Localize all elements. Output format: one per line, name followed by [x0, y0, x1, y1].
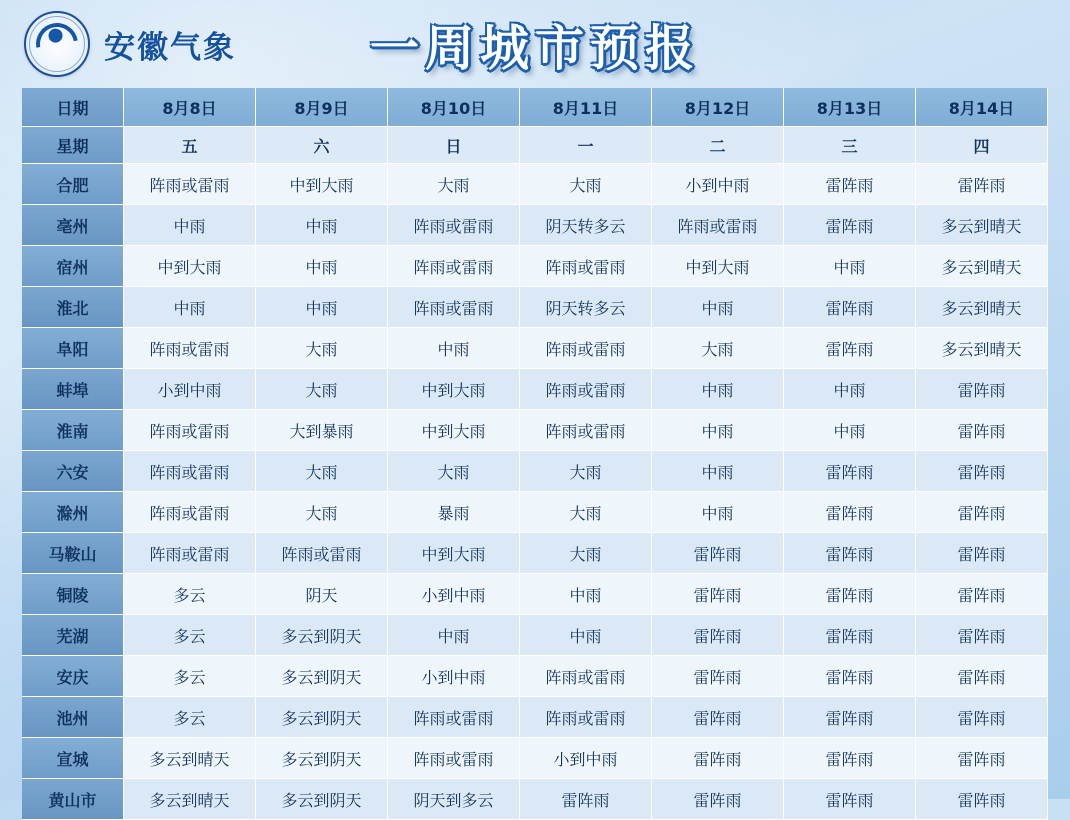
column-header-day-3: 8月10日 [388, 88, 520, 127]
weekday-2: 六 [256, 127, 388, 164]
weekday-6: 三 [784, 127, 916, 164]
forecast-cell: 多云到阴天 [256, 779, 388, 820]
weekday-7: 四 [916, 127, 1048, 164]
forecast-cell: 大雨 [520, 164, 652, 205]
city-name: 铜陵 [22, 574, 124, 615]
forecast-cell: 雷阵雨 [916, 656, 1048, 697]
forecast-cell: 雷阵雨 [784, 492, 916, 533]
forecast-cell: 中到大雨 [124, 246, 256, 287]
table-row [22, 533, 1048, 574]
city-name: 滁州 [22, 492, 124, 533]
forecast-table-wrap [0, 88, 1070, 820]
forecast-cell: 雷阵雨 [652, 738, 784, 779]
city-name: 阜阳 [22, 328, 124, 369]
forecast-cell: 中雨 [124, 287, 256, 328]
forecast-cell: 阵雨或雷雨 [520, 369, 652, 410]
table-row [22, 205, 1048, 246]
table-row [22, 574, 1048, 615]
forecast-cell: 大雨 [256, 492, 388, 533]
table-header-dates [22, 88, 1048, 127]
table-row [22, 615, 1048, 656]
column-header-day-7: 8月14日 [916, 88, 1048, 127]
forecast-cell: 雷阵雨 [916, 574, 1048, 615]
table-row [22, 328, 1048, 369]
forecast-cell: 大雨 [388, 451, 520, 492]
forecast-cell: 中雨 [652, 369, 784, 410]
column-header-day-2: 8月9日 [256, 88, 388, 127]
forecast-table [22, 88, 1048, 820]
forecast-cell: 多云到晴天 [916, 287, 1048, 328]
table-row [22, 287, 1048, 328]
forecast-cell: 雷阵雨 [916, 738, 1048, 779]
forecast-cell: 中雨 [652, 287, 784, 328]
forecast-cell: 大雨 [256, 451, 388, 492]
forecast-cell: 雷阵雨 [916, 410, 1048, 451]
forecast-cell: 阵雨或雷雨 [388, 738, 520, 779]
forecast-cell: 阵雨或雷雨 [388, 246, 520, 287]
forecast-cell: 阵雨或雷雨 [124, 451, 256, 492]
forecast-cell: 雷阵雨 [784, 738, 916, 779]
forecast-cell: 阴天到多云 [388, 779, 520, 820]
forecast-cell: 中雨 [784, 410, 916, 451]
forecast-cell: 多云到晴天 [916, 246, 1048, 287]
city-name: 宿州 [22, 246, 124, 287]
forecast-cell: 大雨 [520, 533, 652, 574]
table-row [22, 451, 1048, 492]
forecast-cell: 中雨 [388, 328, 520, 369]
forecast-cell: 中雨 [652, 451, 784, 492]
city-name: 六安 [22, 451, 124, 492]
forecast-cell: 雷阵雨 [652, 697, 784, 738]
table-row [22, 738, 1048, 779]
forecast-cell: 雷阵雨 [784, 287, 916, 328]
weekday-4: 一 [520, 127, 652, 164]
forecast-cell: 中雨 [652, 410, 784, 451]
table-row [22, 164, 1048, 205]
forecast-cell: 大雨 [520, 451, 652, 492]
city-name: 宣城 [22, 738, 124, 779]
forecast-cell: 多云到阴天 [256, 656, 388, 697]
forecast-cell: 中雨 [124, 205, 256, 246]
forecast-cell: 雷阵雨 [916, 779, 1048, 820]
forecast-cell: 小到中雨 [388, 656, 520, 697]
city-name: 蚌埠 [22, 369, 124, 410]
forecast-cell: 阴天转多云 [520, 287, 652, 328]
page-title: 一周城市预报 [369, 19, 700, 77]
forecast-cell: 中雨 [256, 287, 388, 328]
forecast-cell: 中到大雨 [388, 410, 520, 451]
forecast-cell: 阴天 [256, 574, 388, 615]
forecast-cell: 中雨 [256, 246, 388, 287]
table-row [22, 697, 1048, 738]
forecast-cell: 中雨 [784, 246, 916, 287]
forecast-cell: 雷阵雨 [784, 164, 916, 205]
anhui-meteorological-logo-icon [24, 11, 90, 77]
forecast-cell: 阵雨或雷雨 [124, 164, 256, 205]
forecast-cell: 雷阵雨 [652, 656, 784, 697]
page-header [0, 0, 1070, 88]
table-header-weekdays [22, 127, 1048, 164]
forecast-cell: 多云到晴天 [124, 779, 256, 820]
forecast-cell: 雷阵雨 [916, 451, 1048, 492]
forecast-cell: 雷阵雨 [784, 697, 916, 738]
forecast-cell: 雷阵雨 [784, 451, 916, 492]
forecast-cell: 雷阵雨 [784, 205, 916, 246]
forecast-cell: 多云到晴天 [916, 328, 1048, 369]
forecast-cell: 多云到阴天 [256, 697, 388, 738]
forecast-cell: 雷阵雨 [784, 656, 916, 697]
forecast-cell: 雷阵雨 [916, 697, 1048, 738]
forecast-cell: 中雨 [652, 492, 784, 533]
city-name: 淮南 [22, 410, 124, 451]
forecast-cell: 阵雨或雷雨 [520, 328, 652, 369]
forecast-cell: 中到大雨 [652, 246, 784, 287]
column-header-day-1: 8月8日 [124, 88, 256, 127]
city-name: 黄山市 [22, 779, 124, 820]
city-name: 马鞍山 [22, 533, 124, 574]
city-name: 安庆 [22, 656, 124, 697]
forecast-cell: 阵雨或雷雨 [124, 328, 256, 369]
forecast-cell: 中到大雨 [388, 369, 520, 410]
forecast-cell: 阵雨或雷雨 [388, 697, 520, 738]
forecast-cell: 大雨 [256, 369, 388, 410]
forecast-cell: 阵雨或雷雨 [652, 205, 784, 246]
table-row [22, 369, 1048, 410]
city-name: 亳州 [22, 205, 124, 246]
forecast-cell: 雷阵雨 [916, 533, 1048, 574]
forecast-cell: 雷阵雨 [652, 779, 784, 820]
forecast-cell: 小到中雨 [388, 574, 520, 615]
forecast-cell: 中雨 [784, 369, 916, 410]
weekday-1: 五 [124, 127, 256, 164]
column-header-day-5: 8月12日 [652, 88, 784, 127]
column-header-date: 日期 [22, 88, 124, 127]
forecast-cell: 阵雨或雷雨 [520, 410, 652, 451]
city-name: 合肥 [22, 164, 124, 205]
forecast-cell: 大雨 [388, 164, 520, 205]
column-header-day-6: 8月13日 [784, 88, 916, 127]
row-header-weekday: 星期 [22, 127, 124, 164]
forecast-cell: 多云到阴天 [256, 738, 388, 779]
forecast-cell: 雷阵雨 [652, 615, 784, 656]
forecast-cell: 雷阵雨 [916, 369, 1048, 410]
forecast-cell: 雷阵雨 [520, 779, 652, 820]
forecast-cell: 雷阵雨 [784, 328, 916, 369]
forecast-cell: 雷阵雨 [652, 574, 784, 615]
forecast-cell: 中雨 [520, 574, 652, 615]
city-name: 池州 [22, 697, 124, 738]
forecast-cell: 雷阵雨 [784, 574, 916, 615]
forecast-cell: 多云到阴天 [256, 615, 388, 656]
forecast-cell: 中雨 [388, 615, 520, 656]
forecast-cell: 中到大雨 [256, 164, 388, 205]
weekday-3: 日 [388, 127, 520, 164]
forecast-cell: 中到大雨 [388, 533, 520, 574]
city-name: 芜湖 [22, 615, 124, 656]
forecast-cell: 大到暴雨 [256, 410, 388, 451]
table-row [22, 410, 1048, 451]
forecast-cell: 小到中雨 [520, 738, 652, 779]
brand-name: 安徽气象 [104, 29, 236, 66]
forecast-cell: 阵雨或雷雨 [124, 533, 256, 574]
forecast-cell: 大雨 [256, 328, 388, 369]
city-name: 淮北 [22, 287, 124, 328]
forecast-cell: 中雨 [256, 205, 388, 246]
forecast-cell: 多云 [124, 656, 256, 697]
forecast-cell: 小到中雨 [124, 369, 256, 410]
forecast-cell: 雷阵雨 [784, 533, 916, 574]
forecast-cell: 多云到晴天 [916, 205, 1048, 246]
forecast-cell: 大雨 [652, 328, 784, 369]
forecast-cell: 阵雨或雷雨 [520, 246, 652, 287]
forecast-cell: 阵雨或雷雨 [520, 656, 652, 697]
table-row [22, 246, 1048, 287]
forecast-cell: 阴天转多云 [520, 205, 652, 246]
forecast-cell: 阵雨或雷雨 [124, 410, 256, 451]
table-row [22, 779, 1048, 820]
forecast-cell: 多云 [124, 697, 256, 738]
forecast-cell: 大雨 [520, 492, 652, 533]
table-row [22, 492, 1048, 533]
forecast-cell: 阵雨或雷雨 [520, 697, 652, 738]
table-row [22, 656, 1048, 697]
forecast-cell: 多云 [124, 615, 256, 656]
forecast-cell: 小到中雨 [652, 164, 784, 205]
forecast-cell: 多云到晴天 [124, 738, 256, 779]
forecast-cell: 雷阵雨 [784, 615, 916, 656]
forecast-cell: 雷阵雨 [916, 615, 1048, 656]
column-header-day-4: 8月11日 [520, 88, 652, 127]
forecast-cell: 阵雨或雷雨 [124, 492, 256, 533]
forecast-cell: 雷阵雨 [652, 533, 784, 574]
forecast-cell: 暴雨 [388, 492, 520, 533]
forecast-cell: 多云 [124, 574, 256, 615]
forecast-cell: 中雨 [520, 615, 652, 656]
forecast-cell: 雷阵雨 [916, 492, 1048, 533]
forecast-cell: 阵雨或雷雨 [388, 287, 520, 328]
forecast-cell: 阵雨或雷雨 [388, 205, 520, 246]
forecast-cell: 雷阵雨 [916, 164, 1048, 205]
weekday-5: 二 [652, 127, 784, 164]
forecast-cell: 雷阵雨 [784, 779, 916, 820]
forecast-cell: 阵雨或雷雨 [256, 533, 388, 574]
